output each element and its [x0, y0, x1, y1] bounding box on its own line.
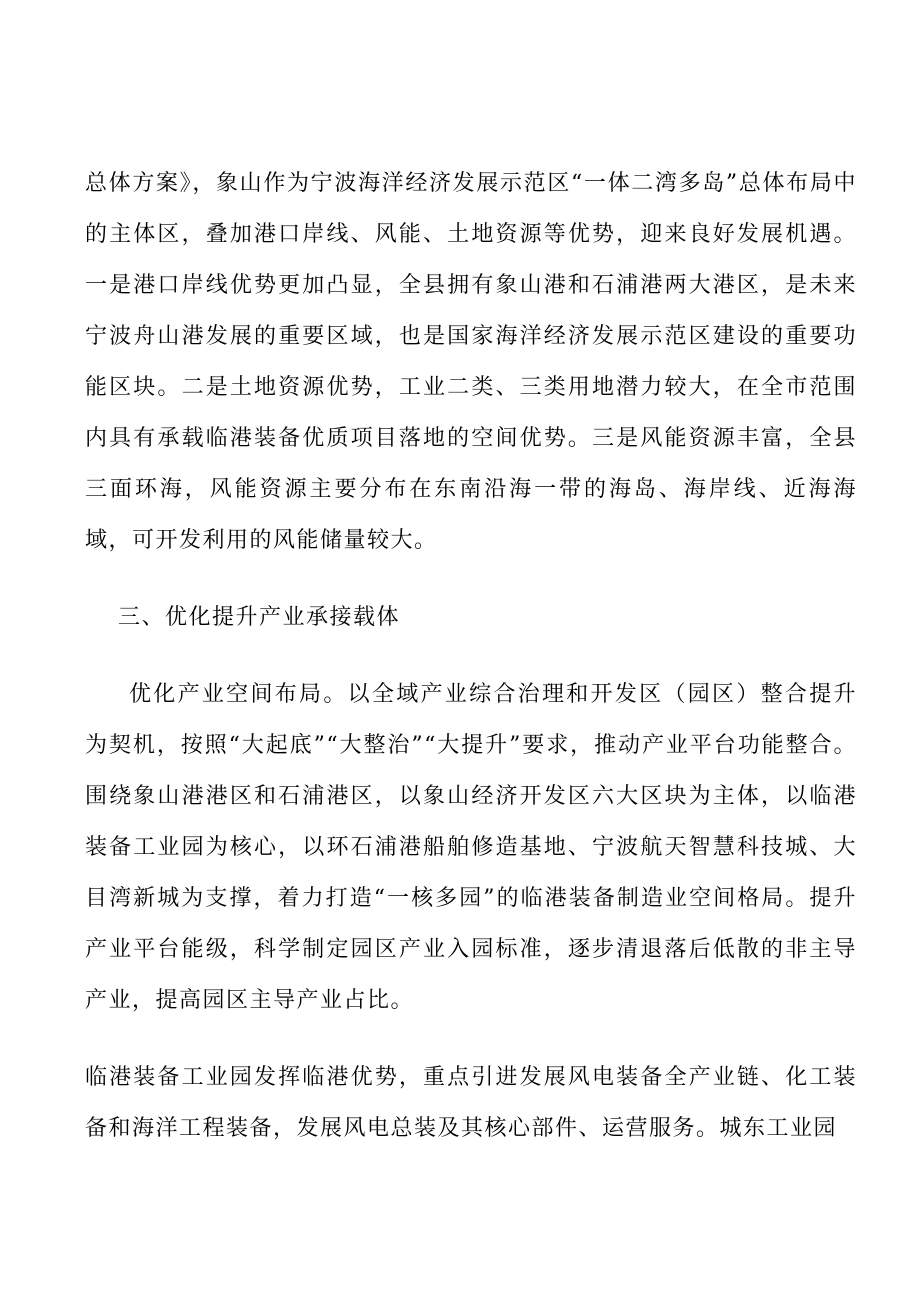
- paragraph-body: 临港装备工业园发挥临港优势，重点引进发展风电装备全产业链、化工装备和海洋工程装备，发展风电总装及其核心部件、运营服务。城东工业园: [85, 1065, 857, 1141]
- section-heading: 三、优化提升产业承接载体: [118, 605, 401, 630]
- paragraph-continuation: 总体方案》，象山作为宁波海洋经济发展示范区“一体二湾多岛”总体布局中的主体区，叠加港口岸线、风能、土地资源等优势，迎来良好发展机遇。一是港口岸线优势更加凸显，全县拥有象山港和石浦港两大港区，是未来宁波舟山港发展的重要区域，也是国家海洋经济发展示范区建设的重要功能区块。二是土地资源优势，工业二类、三类用地潜力较大，在全市范围内具有承载临港装备优质项目落地的空间优势。三是风能资源丰富，全县三面环海，风能资源主要分布在东南沿海一带的海岛、海岸线、近海海域，可开发利用的风能储量较大。: [85, 171, 857, 553]
- paragraph-body: 优化产业空间布局。以全域产业综合治理和开发区（园区）整合提升为契机，按照“大起底”“大整治”“大提升”要求，推动产业平台功能整合。围绕象山港港区和石浦港区，以象山经济开发区六大区块为主体，以临港装备工业园为核心，以环石浦港船舶修造基地、宁波航天智慧科技城、大目湾新城为支撑，着力打造“一核多园”的临港装备制造业空间格局。提升产业平台能级，科学制定园区产业入园标准，逐步清退落后低散的非主导产业，提高园区主导产业占比。: [85, 682, 857, 1013]
